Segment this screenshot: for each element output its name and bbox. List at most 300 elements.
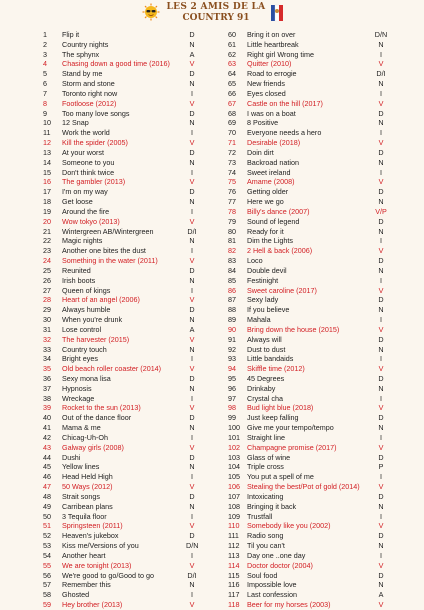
dance-number: 61 — [228, 39, 236, 49]
dance-number: 88 — [228, 305, 236, 315]
dance-number: 103 — [228, 452, 240, 462]
dance-title: Hypnosis — [62, 383, 92, 393]
dance-level: N — [378, 157, 384, 167]
dance-title: Magic nights — [62, 236, 103, 246]
dance-level: D — [378, 147, 384, 157]
dance-number: 107 — [228, 491, 240, 501]
dance-row — [43, 315, 196, 325]
dance-row — [228, 344, 387, 355]
dance-level: N — [378, 344, 384, 354]
dance-number: 94 — [228, 364, 236, 374]
dance-number: 36 — [43, 373, 51, 383]
dance-number: 68 — [228, 108, 236, 118]
dance-row — [43, 560, 196, 571]
dance-row — [228, 452, 387, 463]
dance-row — [228, 541, 387, 551]
dance-title: Last confession — [247, 590, 297, 600]
dance-level: I — [191, 472, 193, 482]
dance-level: D — [189, 187, 195, 197]
dance-row — [43, 236, 196, 246]
dance-row — [43, 285, 196, 296]
dance-number: 29 — [43, 305, 51, 315]
dance-level: N — [378, 580, 384, 590]
dance-number: 13 — [43, 147, 51, 157]
dance-level: N — [189, 462, 195, 472]
dance-level: I — [380, 88, 382, 98]
dance-number: 118 — [228, 600, 240, 610]
dance-row — [228, 423, 387, 433]
dance-level: N — [378, 118, 384, 128]
dance-level: D — [378, 452, 384, 462]
dance-number: 96 — [228, 383, 236, 393]
dance-title: Head Held High — [62, 472, 113, 482]
dance-title: Intoxicating — [247, 491, 284, 501]
dance-level: V — [378, 177, 384, 187]
dance-number: 47 — [43, 482, 51, 492]
dance-row — [228, 265, 387, 276]
dance-level: N — [189, 501, 195, 511]
dance-level: I — [191, 511, 193, 521]
dance-level: D — [378, 531, 384, 541]
dance-row — [43, 187, 196, 197]
dance-number: 114 — [228, 560, 240, 570]
dance-title: Little heartbreak — [247, 39, 299, 49]
dance-number: 54 — [43, 550, 51, 560]
dance-row — [43, 39, 196, 50]
dance-row — [43, 491, 196, 502]
dance-level: N — [378, 423, 384, 433]
dance-level: D — [189, 265, 195, 275]
dance-row — [228, 570, 387, 581]
dance-number: 100 — [228, 423, 240, 433]
dance-level: N — [378, 265, 384, 275]
dance-title: Somebody like you (2002) — [247, 521, 331, 531]
dance-title: 45 Degrees — [247, 373, 285, 383]
dance-title: Castle on the hill (2017) — [247, 98, 323, 108]
dance-level: D — [378, 295, 384, 305]
dance-row — [228, 285, 387, 296]
dance-row — [228, 590, 387, 600]
dance-title: Kiss me/Versions of you — [62, 541, 139, 551]
dance-level: N — [378, 226, 384, 236]
dance-level: I — [380, 128, 382, 138]
dance-title: Galway girls (2008) — [62, 442, 124, 452]
dance-number: 10 — [43, 118, 51, 128]
dance-title: Heart of an angel (2006) — [62, 295, 140, 305]
dance-level: N — [378, 197, 384, 207]
dance-title: When you're drunk — [62, 315, 123, 325]
dance-title: We are tonight (2013) — [62, 560, 132, 570]
dance-row — [43, 147, 196, 158]
dance-row — [43, 521, 196, 531]
dance-title: Work the world — [62, 128, 110, 138]
dance-number: 71 — [228, 138, 236, 148]
dance-row — [228, 383, 387, 394]
dance-title: Chicag-Uh-Oh — [62, 432, 108, 442]
dance-number: 87 — [228, 295, 236, 305]
dance-number: 6 — [43, 79, 47, 89]
dance-level: V — [378, 560, 384, 570]
dance-title: Around the fire — [62, 206, 110, 216]
dance-number: 67 — [228, 98, 236, 108]
dance-level: I — [380, 354, 382, 364]
dance-level: N — [378, 541, 384, 551]
dance-level: N — [378, 383, 384, 393]
dance-title: We're good to go/Good to go — [62, 570, 154, 580]
dance-row — [228, 324, 387, 335]
dance-level: I — [191, 590, 193, 600]
dance-number: 23 — [43, 246, 51, 256]
dance-level: D — [189, 452, 195, 462]
dance-level: V — [189, 256, 195, 266]
dance-title: New friends — [247, 79, 285, 89]
dance-row — [43, 452, 196, 463]
dance-title: Someone to you — [62, 157, 115, 167]
dance-title: Toronto right now — [62, 88, 118, 98]
dance-title: Impossible love — [247, 580, 297, 590]
dance-title: I was on a boat — [247, 108, 296, 118]
dance-level: A — [189, 49, 195, 59]
dance-title: Another one bites the dust — [62, 246, 146, 256]
dance-title: Getting older — [247, 187, 289, 197]
dance-title: Bright eyes — [62, 354, 98, 364]
dance-row — [43, 88, 196, 99]
dance-number: 55 — [43, 560, 51, 570]
dance-level: V — [378, 600, 384, 610]
dance-row — [43, 373, 196, 384]
dance-level: I — [380, 511, 382, 521]
dance-row — [43, 344, 196, 355]
dance-row — [228, 295, 387, 305]
dance-title: Queen of kings — [62, 285, 111, 295]
dance-row — [43, 403, 196, 413]
dance-level: N — [189, 118, 195, 128]
dance-number: 5 — [43, 69, 47, 79]
dance-level: A — [378, 590, 384, 600]
dance-row — [43, 256, 196, 266]
dance-level: V — [378, 324, 384, 334]
dance-title: Just keep falling — [247, 413, 299, 423]
dance-number: 49 — [43, 501, 51, 511]
dance-title: Straight line — [247, 432, 285, 442]
dance-row — [228, 118, 387, 128]
dance-row — [228, 501, 387, 512]
dance-level: D — [189, 413, 195, 423]
dance-title: Irish boots — [62, 275, 96, 285]
dance-number: 89 — [228, 315, 236, 325]
dance-number: 38 — [43, 393, 51, 403]
dance-number: 2 — [43, 39, 47, 49]
dance-level: A — [189, 324, 195, 334]
dance-number: 79 — [228, 216, 236, 226]
dance-level: D — [378, 216, 384, 226]
dance-number: 86 — [228, 285, 236, 295]
dance-number: 78 — [228, 206, 236, 216]
dance-level: D — [189, 305, 195, 315]
dance-level: N — [189, 275, 195, 285]
dance-row — [228, 275, 387, 286]
dance-row — [43, 541, 199, 551]
dance-number: 73 — [228, 157, 236, 167]
dance-level: N — [189, 383, 195, 393]
dance-title: Footloose (2012) — [62, 98, 117, 108]
dance-number: 33 — [43, 344, 51, 354]
dance-level: D — [189, 373, 195, 383]
dance-title: Sexy lady — [247, 295, 279, 305]
dance-number: 97 — [228, 393, 236, 403]
dance-row — [228, 69, 387, 79]
dance-list-right-column — [228, 30, 388, 610]
dance-title: Right girl Wrong time — [247, 49, 314, 59]
dance-number: 34 — [43, 354, 51, 364]
dance-row — [43, 69, 196, 79]
dance-level: D — [378, 413, 384, 423]
dance-level: V — [378, 364, 384, 374]
header — [0, 0, 424, 28]
dance-row — [43, 383, 196, 394]
dance-row — [228, 511, 387, 522]
dance-number: 75 — [228, 177, 236, 187]
dance-row — [228, 472, 387, 482]
dance-title: Sweet ireland — [247, 167, 291, 177]
dance-row — [228, 432, 387, 443]
dance-row — [43, 197, 196, 207]
dance-row — [228, 560, 387, 571]
dance-number: 40 — [43, 413, 51, 423]
dance-row — [43, 295, 196, 305]
dance-title: Eyes closed — [247, 88, 286, 98]
dance-row — [228, 580, 387, 590]
dance-level: D — [189, 30, 195, 39]
dance-title: Bring down the house (2015) — [247, 324, 340, 334]
dance-level: N — [189, 423, 195, 433]
dance-row — [228, 305, 387, 315]
dance-level: V — [189, 98, 195, 108]
dance-title: Backroad nation — [247, 157, 299, 167]
logo-line-2: COUNTRY 91 — [182, 13, 250, 23]
dance-row — [43, 511, 196, 522]
dance-list-left-column — [43, 30, 199, 610]
dance-level: V — [189, 600, 195, 610]
dance-level: I — [191, 206, 193, 216]
dance-row — [43, 501, 196, 512]
dance-title: Chasing down a good time (2016) — [62, 59, 170, 69]
dance-row — [228, 393, 387, 404]
dance-number: 56 — [43, 570, 51, 580]
dance-row — [43, 600, 196, 610]
dance-number: 48 — [43, 491, 51, 501]
dance-title: Beer for my horses (2003) — [247, 600, 331, 610]
dance-number: 85 — [228, 275, 236, 285]
dance-level: V — [378, 403, 384, 413]
dance-level: V — [189, 403, 195, 413]
dance-title: Everyone needs a hero — [247, 128, 322, 138]
dance-row — [228, 256, 387, 266]
dance-title: Sweet caroline (2017) — [247, 285, 317, 295]
dance-level: V — [378, 285, 384, 295]
dance-row — [228, 187, 387, 197]
dance-title: Heaven's jukebox — [62, 531, 119, 541]
dance-number: 35 — [43, 364, 51, 374]
dance-number: 80 — [228, 226, 236, 236]
dance-row — [228, 600, 387, 610]
dance-row — [228, 147, 387, 158]
dance-title: Always will — [247, 334, 282, 344]
dance-title: Kill the spider (2005) — [62, 138, 128, 148]
dance-row — [228, 354, 387, 364]
dance-number: 4 — [43, 59, 47, 69]
dance-level: D — [378, 334, 384, 344]
dance-number: 116 — [228, 580, 240, 590]
dance-title: 50 Ways (2012) — [62, 482, 113, 492]
dance-number: 65 — [228, 79, 236, 89]
dance-number: 37 — [43, 383, 51, 393]
dance-level: I — [191, 550, 193, 560]
dance-number: 117 — [228, 590, 240, 600]
dance-title: The sphynx — [62, 49, 100, 59]
dance-title: Day one ..one day — [247, 550, 306, 560]
dance-number: 32 — [43, 334, 51, 344]
dance-title: Wow tokyo (2013) — [62, 216, 120, 226]
dance-row — [228, 59, 387, 69]
dance-number: 91 — [228, 334, 236, 344]
dance-number: 21 — [43, 226, 51, 236]
dance-title: Stand by me — [62, 69, 103, 79]
dance-number: 11 — [43, 128, 51, 138]
dance-level: D/I — [376, 69, 386, 79]
dance-number: 50 — [43, 511, 51, 521]
dance-number: 102 — [228, 442, 240, 452]
dance-number: 51 — [43, 521, 51, 531]
dance-title: Bud light blue (2018) — [247, 403, 314, 413]
dance-level: I — [380, 432, 382, 442]
dance-title: Bringing it back — [247, 501, 297, 511]
dance-title: Triple cross — [247, 462, 284, 472]
dance-title: Too many love songs — [62, 108, 130, 118]
dance-number: 1 — [43, 30, 47, 39]
dance-row — [228, 364, 387, 374]
dance-title: Country nights — [62, 39, 109, 49]
dance-level: V — [189, 560, 195, 570]
dance-level: I — [380, 472, 382, 482]
dance-title: Remember this — [62, 580, 111, 590]
dance-title: Sound of legend — [247, 216, 300, 226]
dance-row — [43, 30, 196, 40]
dance-level: V — [378, 442, 384, 452]
dance-level: V — [189, 59, 195, 69]
dance-row — [43, 364, 196, 374]
dance-level: D — [378, 256, 384, 266]
dance-number: 18 — [43, 197, 51, 207]
dance-level: V — [189, 216, 195, 226]
dance-row — [228, 128, 387, 138]
dance-level: D — [189, 108, 195, 118]
dance-row — [43, 108, 196, 119]
dance-row — [43, 472, 196, 482]
dance-level: N — [189, 39, 195, 49]
dance-level: I — [380, 550, 382, 560]
dance-title: Road to errogie — [247, 69, 297, 79]
dance-level: V — [189, 177, 195, 187]
club-logo — [166, 2, 266, 24]
dance-title: Ghosted — [62, 590, 90, 600]
dance-level: I — [380, 315, 382, 325]
dance-row — [228, 177, 387, 187]
dance-number: 62 — [228, 49, 236, 59]
dance-number: 111 — [228, 531, 239, 541]
dance-row — [43, 118, 196, 128]
dance-title: Storm and stone — [62, 79, 115, 89]
dance-number: 12 — [43, 138, 51, 148]
dance-number: 109 — [228, 511, 240, 521]
dance-level: D — [378, 570, 384, 580]
dance-row — [43, 570, 197, 581]
dance-title: Loco — [247, 256, 263, 266]
dance-title: Something in the water (2011) — [62, 256, 158, 266]
dance-number: 27 — [43, 285, 51, 295]
dance-row — [228, 403, 387, 413]
dance-title: The harvester (2015) — [62, 334, 130, 344]
dance-level: N — [189, 315, 195, 325]
dance-level: I — [380, 236, 382, 246]
dance-title: Don't think twice — [62, 167, 115, 177]
dance-number: 105 — [228, 472, 240, 482]
dance-row — [43, 246, 196, 256]
dance-level: N — [189, 197, 195, 207]
dance-title: Mahala — [247, 315, 271, 325]
dance-number: 60 — [228, 30, 236, 39]
dance-number: 9 — [43, 108, 47, 118]
dance-number: 70 — [228, 128, 236, 138]
dance-number: 92 — [228, 344, 236, 354]
dance-level: V — [189, 521, 195, 531]
dance-title: 3 Tequila floor — [62, 511, 107, 521]
dance-level: N — [189, 236, 195, 246]
dance-level: D — [189, 491, 195, 501]
dance-title: If you believe — [247, 305, 290, 315]
dance-level: D — [189, 147, 195, 157]
dance-level: V — [378, 521, 384, 531]
dance-row — [43, 432, 196, 443]
dance-number: 115 — [228, 570, 240, 580]
dance-number: 20 — [43, 216, 51, 226]
dance-row — [228, 246, 387, 256]
dance-title: Trustfall — [247, 511, 273, 521]
dance-row — [228, 521, 387, 531]
dance-row — [228, 226, 387, 237]
dance-number: 14 — [43, 157, 51, 167]
dance-number: 64 — [228, 69, 236, 79]
dance-number: 76 — [228, 187, 236, 197]
dance-level: N — [189, 79, 195, 89]
dance-number: 66 — [228, 88, 236, 98]
dance-number: 52 — [43, 531, 51, 541]
dance-level: N — [189, 344, 195, 354]
dance-title: Get loose — [62, 197, 93, 207]
dance-title: Wreckage — [62, 393, 95, 403]
dance-number: 7 — [43, 88, 47, 98]
dance-level: D — [378, 373, 384, 383]
dance-row — [43, 413, 196, 423]
dance-row — [43, 49, 196, 60]
dance-row — [228, 98, 387, 109]
dance-level: D/I — [187, 570, 197, 580]
dance-title: I'm on my way — [62, 187, 108, 197]
dance-row — [43, 275, 196, 286]
dance-level: D — [378, 108, 384, 118]
sun-sunglasses-icon — [142, 3, 160, 21]
dance-row — [228, 108, 387, 119]
